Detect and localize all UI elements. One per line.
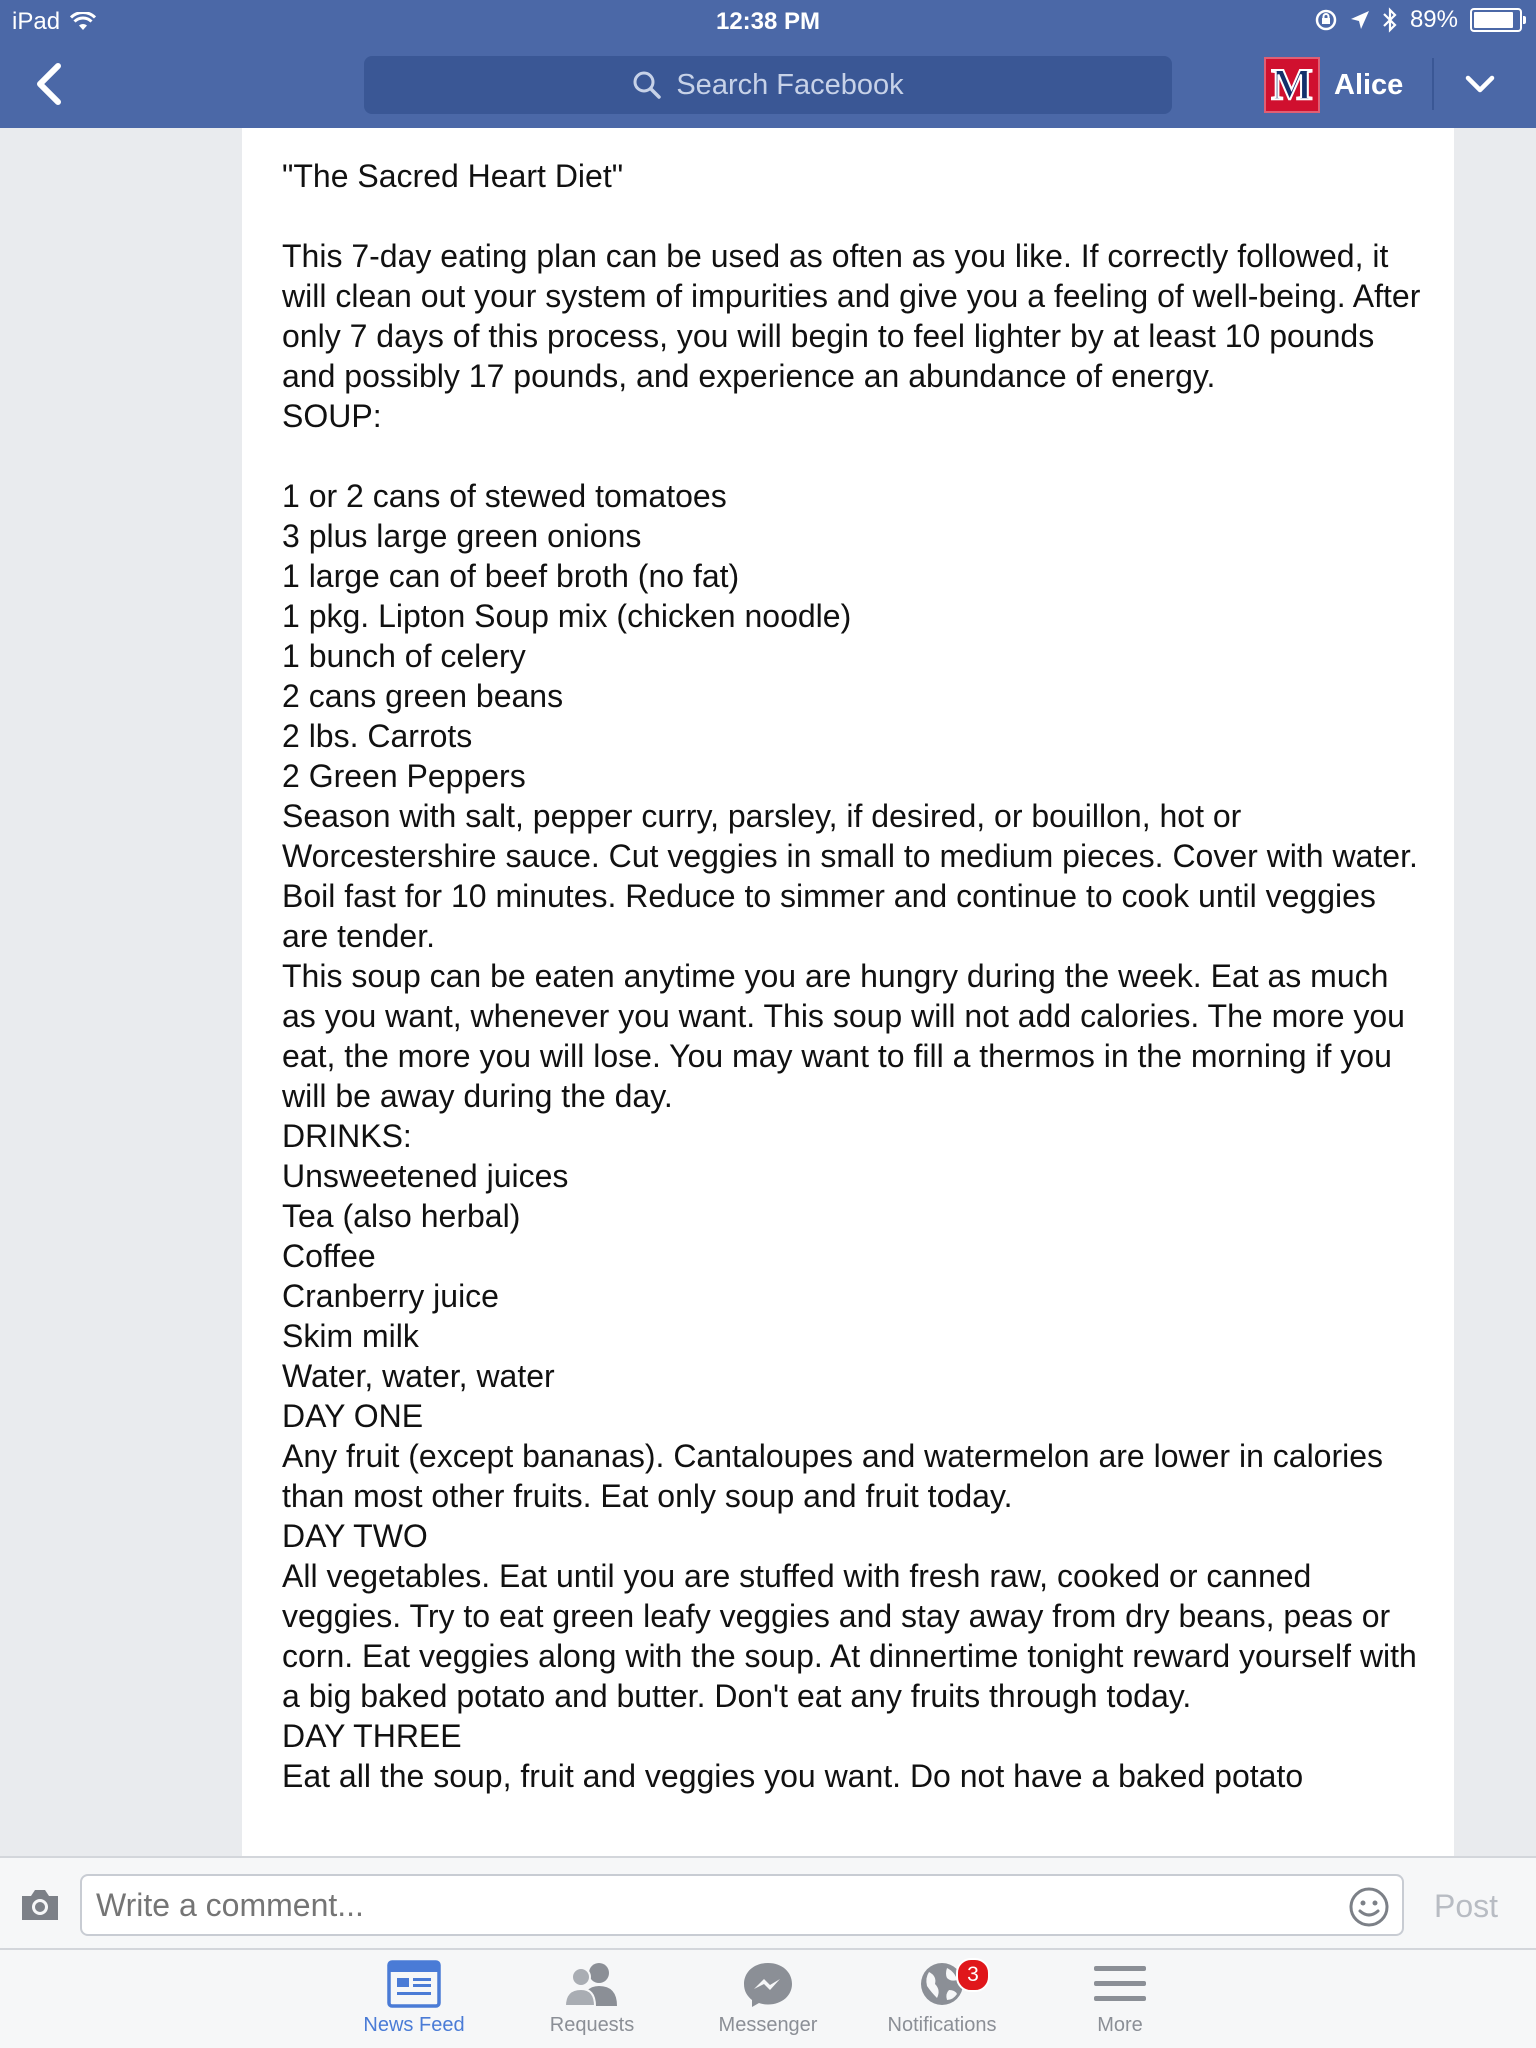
post-paragraph: Water, water, water (282, 1358, 555, 1394)
post-paragraph: Any fruit (except bananas). Cantaloupes and watermelon are lower in calories than most other fruits. Eat only soup and fruit today. (282, 1438, 1384, 1514)
tab-notifications[interactable] (862, 1960, 1022, 2048)
top-header (0, 0, 1536, 128)
post-paragraph: DAY TWO (282, 1518, 428, 1554)
paragraph-gap (282, 436, 1422, 476)
tab-label: News Feed (363, 2014, 465, 2036)
status-time: 12:38 PM (715, 8, 821, 35)
post-paragraph: 1 large can of beef broth (no fat) (282, 558, 740, 594)
battery-fill (1474, 12, 1513, 28)
post-paragraph: SOUP: (282, 398, 382, 434)
tab-label: More (1097, 2014, 1143, 2036)
post-paragraph: Eat all the soup, fruit and veggies you want. Do not have a baked potato (282, 1758, 1304, 1794)
location-arrow-icon (1350, 10, 1370, 30)
post-paragraph: DRINKS: (282, 1118, 412, 1154)
comment-input[interactable] (80, 1874, 1404, 1936)
post-paragraph: 1 bunch of celery (282, 638, 526, 674)
post-button[interactable]: Post (1434, 1888, 1499, 1924)
post-paragraph: Skim milk (282, 1318, 419, 1354)
bluetooth-icon (1382, 7, 1398, 33)
post-paragraph: 2 lbs. Carrots (282, 718, 473, 754)
status-bar (0, 0, 1536, 40)
battery-icon (1470, 8, 1522, 32)
post-paragraph: 2 Green Peppers (282, 758, 526, 794)
tab-label: Requests (549, 2014, 635, 2036)
post-paragraph: 1 or 2 cans of stewed tomatoes (282, 478, 727, 514)
post-paragraph: This 7-day eating plan can be used as often as you like. If correctly followed, it will clean out your system of impurities and give you a feeling of well-being. After only 7 days of this process, you will begin to feel lighter by at least 10 pounds and possibly 17 pounds, and experience an abundance of energy. (282, 238, 1421, 394)
tab-more[interactable] (1040, 1960, 1200, 2048)
tab-news-feed[interactable] (334, 1960, 494, 2048)
avatar-letter: M (1271, 60, 1313, 109)
post-paragraph: DAY ONE (282, 1398, 424, 1434)
chevron-down-icon[interactable] (1462, 70, 1498, 100)
post-paragraph: Tea (also herbal) (282, 1198, 521, 1234)
post-paragraph: Cranberry juice (282, 1278, 499, 1314)
post-paragraph: Season with salt, pepper curry, parsley, if desired, or bouillon, hot or Worcestershire sauce. Cut veggies in small to medium pieces. Cover with water. Boil fast for 10 minutes. Reduce to simmer and continue to cook until veggies are tender. (282, 798, 1418, 954)
post-paragraph: Unsweetened juices (282, 1158, 569, 1194)
news-feed-icon (387, 1960, 441, 2008)
notification-badge: 3 (956, 1958, 990, 1992)
post-paragraph: "The Sacred Heart Diet" (282, 158, 624, 194)
tab-label: Messenger (718, 2014, 818, 2036)
search-placeholder: Search Facebook (676, 68, 904, 101)
rotation-lock-icon (1314, 8, 1338, 32)
post-card (242, 128, 1454, 1856)
requests-icon (561, 1960, 623, 2008)
camera-icon[interactable] (18, 1886, 62, 1924)
profile-button[interactable] (1264, 56, 1403, 114)
search-bar[interactable] (364, 56, 1172, 114)
avatar (1264, 57, 1320, 113)
tab-label: Notifications (887, 2014, 997, 2036)
profile-name: Alice (1334, 68, 1404, 101)
post-paragraph: This soup can be eaten anytime you are hungry during the week. Eat as much as you want, whenever you want. This soup will not add calories. The more you eat, the more you will lose. You may want to fill a thermos in the morning if you will be away during the day. (282, 958, 1405, 1114)
paragraph-gap (282, 196, 1422, 236)
device-name: iPad (12, 8, 61, 35)
post-paragraph: Coffee (282, 1238, 376, 1274)
emoji-icon[interactable] (1348, 1886, 1390, 1928)
tab-requests[interactable] (512, 1960, 672, 2048)
post-text (282, 156, 1422, 1796)
post-paragraph: All vegetables. Eat until you are stuffed with fresh raw, cooked or canned veggies. Try to eat green leafy veggies and stay away from dry beans, peas or corn. Eat veggies along with the soup. At dinnertime tonight reward yourself with a big baked potato and butter. Don't eat any fruits through today. (282, 1558, 1417, 1714)
battery-percent: 89% (1409, 6, 1458, 33)
search-icon (632, 70, 662, 100)
post-paragraph: 1 pkg. Lipton Soup mix (chicken noodle) (282, 598, 852, 634)
post-paragraph: 2 cans green beans (282, 678, 564, 714)
header-divider (1432, 58, 1434, 110)
comment-bar (0, 1856, 1536, 1948)
status-right (1314, 6, 1522, 34)
post-paragraph: DAY THREE (282, 1718, 462, 1754)
post-paragraph: 3 plus large green onions (282, 518, 642, 554)
back-arrow-icon[interactable] (30, 62, 70, 106)
tab-bar (0, 1948, 1536, 2048)
tab-messenger[interactable] (688, 1960, 848, 2048)
more-icon (1092, 1960, 1148, 2008)
messenger-icon (742, 1960, 794, 2008)
